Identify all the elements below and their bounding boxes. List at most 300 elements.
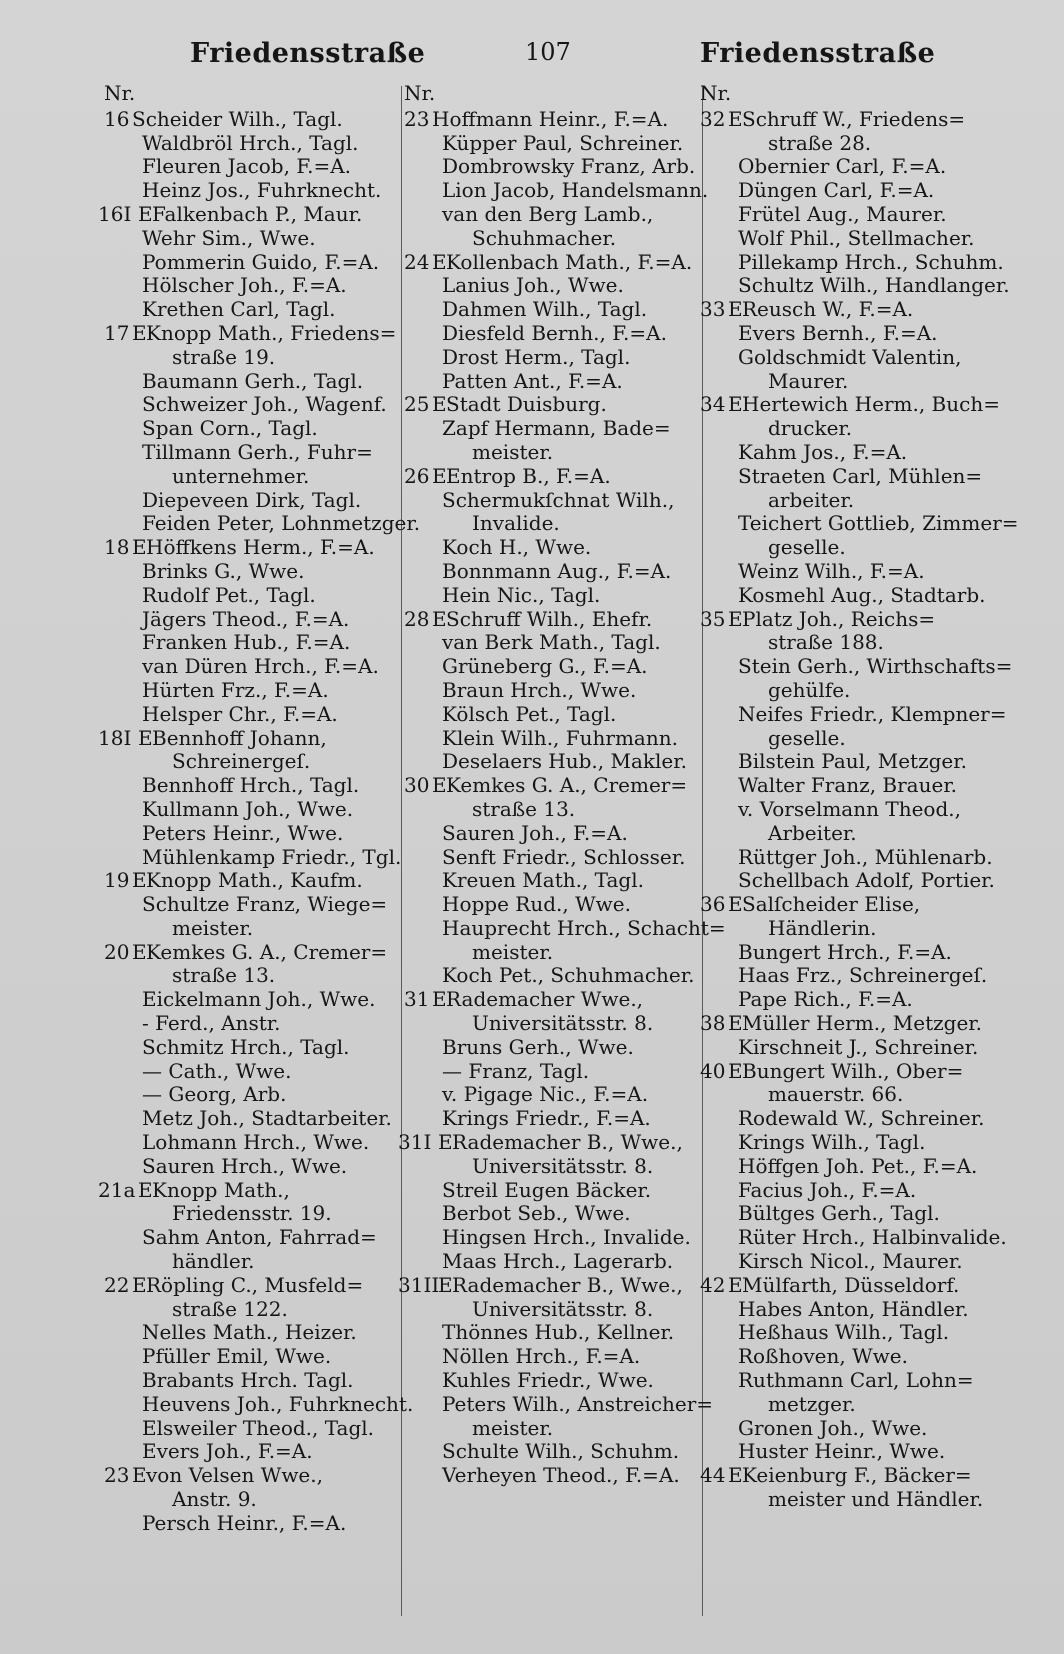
entry-text: unternehmer. bbox=[172, 463, 310, 488]
directory-entry bbox=[104, 441, 394, 465]
entry-text: Roßhoven, Wwe. bbox=[738, 1344, 908, 1369]
house-number: 30 bbox=[404, 773, 430, 798]
house-number: 22 bbox=[104, 1272, 130, 1297]
directory-entry bbox=[700, 1225, 1007, 1250]
directory-entry bbox=[104, 584, 394, 608]
directory-entry bbox=[700, 179, 1000, 203]
directory-entry bbox=[700, 441, 1000, 465]
directory-entry bbox=[404, 1060, 698, 1084]
directory-entry bbox=[404, 536, 698, 560]
directory-entry bbox=[404, 370, 698, 394]
directory-entry bbox=[700, 1298, 1000, 1322]
owner-mark: E bbox=[432, 249, 447, 274]
entry-text: Hölscher Joh., F.=A. bbox=[142, 273, 347, 298]
directory-entry bbox=[700, 1440, 1000, 1464]
directory-entry bbox=[700, 1464, 1000, 1488]
directory-entry bbox=[404, 631, 698, 655]
directory-entry bbox=[104, 1060, 394, 1084]
house-number: 35 bbox=[700, 606, 726, 631]
directory-entry bbox=[700, 964, 1000, 988]
entry-text: Koch H., Wwe. bbox=[442, 535, 592, 560]
entry-text: Kemkes G. A., Cremer= bbox=[146, 939, 388, 964]
entry-text: Schellbach Adolf, Portier. bbox=[738, 868, 995, 893]
entry-text: Krings Wilh., Tagl. bbox=[738, 1130, 926, 1155]
entry-text: Hein Nic., Tagl. bbox=[442, 582, 601, 607]
directory-entry bbox=[104, 489, 394, 513]
directory-entry bbox=[104, 1107, 394, 1131]
entry-text: Deselaers Hub., Makler. bbox=[442, 749, 687, 774]
directory-entry bbox=[700, 988, 1000, 1012]
directory-entry bbox=[404, 869, 698, 893]
directory-entry bbox=[104, 251, 394, 275]
directory-entry bbox=[104, 822, 394, 846]
entry-text: Kullmann Joh., Wwe. bbox=[142, 796, 354, 821]
entry-text: Baumann Gerh., Tagl. bbox=[142, 368, 364, 393]
entry-text: Hürten Frz., F.=A. bbox=[142, 677, 329, 702]
house-number: 18I bbox=[98, 725, 132, 750]
entry-text: Straeten Carl, Mühlen= bbox=[738, 463, 983, 488]
entry-text: Neifes Friedr., Klempner= bbox=[738, 701, 1007, 726]
entry-text: geselle. bbox=[768, 725, 846, 750]
entry-text: Weinz Wilh., F.=A. bbox=[738, 558, 925, 583]
directory-entry bbox=[700, 679, 1000, 703]
directory-entry bbox=[104, 227, 394, 251]
entry-text: Berbot Seb., Wwe. bbox=[442, 1201, 631, 1226]
directory-entry bbox=[104, 465, 394, 489]
directory-entry bbox=[104, 346, 394, 370]
entry-text: Kirschneit J., Schreiner. bbox=[738, 1034, 979, 1059]
house-number: 36 bbox=[700, 892, 726, 917]
house-number: 33 bbox=[700, 297, 726, 322]
entry-text: gehülfe. bbox=[768, 677, 851, 702]
directory-entry bbox=[104, 608, 394, 632]
directory-entry bbox=[104, 1345, 394, 1369]
directory-entry bbox=[104, 370, 394, 394]
entry-text: Elsweiler Theod., Tagl. bbox=[142, 1415, 375, 1440]
directory-entry bbox=[104, 1036, 394, 1060]
directory-entry bbox=[700, 298, 1000, 322]
entry-text: Haas Frz., Schreinergeſ. bbox=[738, 963, 988, 988]
owner-mark: E bbox=[432, 463, 447, 488]
directory-entry bbox=[700, 273, 1010, 298]
entry-text: händler. bbox=[172, 1249, 255, 1274]
directory-entry bbox=[404, 988, 698, 1012]
entry-text: Bennhoff Johann, bbox=[152, 725, 327, 750]
entry-text: Thönnes Hub., Kellner. bbox=[442, 1320, 675, 1345]
entry-text: straße 188. bbox=[768, 630, 884, 655]
entry-text: Persch Heinr., F.=A. bbox=[142, 1510, 347, 1535]
entry-text: Röpling C., Musfeld= bbox=[146, 1272, 364, 1297]
entry-text: Wolf Phil., Stellmacher. bbox=[738, 225, 975, 250]
directory-entry bbox=[700, 1250, 1000, 1274]
directory-entry bbox=[700, 322, 1000, 346]
house-number: 18 bbox=[104, 535, 130, 560]
entry-text: Peters Heinr., Wwe. bbox=[142, 820, 344, 845]
entry-text: Schultze Franz, Wiege= bbox=[142, 892, 388, 917]
entry-text: Rodewald W., Schreiner. bbox=[738, 1106, 985, 1131]
entry-text: Höffgen Joh. Pet., F.=A. bbox=[738, 1153, 978, 1178]
entry-text: Invalide. bbox=[472, 511, 560, 536]
directory-entry bbox=[700, 1274, 1000, 1298]
entry-text: Schuhmacher. bbox=[472, 225, 617, 250]
entry-text: Evers Bernh., F.=A. bbox=[738, 320, 938, 345]
entry-text: Tillmann Gerh., Fuhr= bbox=[142, 439, 373, 464]
directory-entry bbox=[404, 774, 698, 798]
entry-text: Sahm Anton, Fahrrad= bbox=[142, 1225, 377, 1250]
directory-entry bbox=[700, 822, 1000, 846]
directory-entry bbox=[104, 1012, 394, 1036]
entry-text: Waldbröl Hrch., Tagl. bbox=[142, 130, 359, 155]
directory-entry bbox=[104, 1488, 394, 1512]
directory-entry bbox=[98, 725, 394, 751]
directory-entry bbox=[104, 1464, 394, 1488]
directory-entry bbox=[104, 417, 394, 441]
entry-text: Stadt Duisburg. bbox=[446, 392, 607, 417]
directory-entry bbox=[104, 679, 394, 703]
entry-text: Friedensstr. 19. bbox=[172, 1201, 332, 1226]
entry-text: Jägers Theod., F.=A. bbox=[142, 606, 350, 631]
directory-entry bbox=[404, 893, 698, 917]
entry-text: van Düren Hrch., F.=A. bbox=[142, 654, 379, 679]
directory-entry bbox=[104, 941, 394, 965]
entry-text: Feiden Peter, Lohnmetzger. bbox=[142, 511, 421, 536]
directory-entry bbox=[398, 1272, 698, 1298]
entry-text: Mülfarth, Düsseldorf. bbox=[742, 1272, 960, 1297]
header-street-left: Friedensstraße bbox=[190, 38, 426, 69]
directory-entry bbox=[404, 584, 698, 608]
directory-entry bbox=[98, 1177, 394, 1203]
owner-mark: E bbox=[728, 1011, 743, 1036]
entry-text: Drost Herm., Tagl. bbox=[442, 344, 631, 369]
entry-text: Kahm Jos., F.=A. bbox=[738, 439, 908, 464]
entry-text: Klein Wilh., Fuhrmann. bbox=[442, 725, 678, 750]
entry-text: Sauren Joh., F.=A. bbox=[442, 820, 628, 845]
directory-entry bbox=[404, 203, 698, 227]
directory-entry bbox=[404, 1298, 698, 1322]
directory-entry bbox=[700, 1369, 1000, 1393]
directory-entry bbox=[104, 511, 421, 536]
entry-text: metzger. bbox=[768, 1391, 856, 1416]
entry-text: Goldschmidt Valentin, bbox=[738, 344, 962, 369]
house-number: 34 bbox=[700, 392, 726, 417]
entry-text: Facius Joh., F.=A. bbox=[738, 1177, 917, 1202]
owner-mark: E bbox=[132, 868, 147, 893]
directory-entry bbox=[700, 155, 1000, 179]
entry-text: Schulte Wilh., Schuhm. bbox=[442, 1439, 680, 1464]
directory-entry bbox=[404, 1345, 698, 1369]
entry-text: Kosmehl Aug., Stadtarb. bbox=[738, 582, 986, 607]
directory-entry bbox=[700, 560, 1000, 584]
house-number: 38 bbox=[700, 1011, 726, 1036]
nr-label: Nr. bbox=[404, 81, 436, 105]
directory-entry bbox=[104, 844, 402, 870]
directory-entry bbox=[404, 1417, 698, 1441]
entry-text: Müller Herm., Metzger. bbox=[742, 1011, 983, 1036]
entry-text: Fleuren Jacob, F.=A. bbox=[142, 154, 352, 179]
entry-text: van Berk Math., Tagl. bbox=[442, 630, 661, 655]
directory-entry bbox=[404, 750, 698, 774]
directory-entry bbox=[104, 1512, 394, 1536]
directory-entry bbox=[404, 1107, 698, 1131]
entry-text: Arbeiter. bbox=[768, 820, 857, 845]
directory-entry bbox=[700, 370, 1000, 394]
entry-text: Maas Hrch., Lagerarb. bbox=[442, 1249, 674, 1274]
entry-text: straße 122. bbox=[172, 1296, 288, 1321]
header-street-right: Friedensstraße bbox=[700, 38, 936, 69]
directory-entry bbox=[700, 132, 1000, 156]
entry-text: arbeiter. bbox=[768, 487, 855, 512]
entry-text: Diepeveen Dirk, Tagl. bbox=[142, 487, 362, 512]
entry-text: - Ferd., Anstr. bbox=[142, 1011, 281, 1036]
entry-text: Diesfeld Bernh., F.=A. bbox=[442, 320, 667, 345]
directory-entry bbox=[104, 1417, 394, 1441]
directory-entry bbox=[104, 1155, 394, 1179]
entry-text: Rüttger Joh., Mühlenarb. bbox=[738, 844, 993, 869]
owner-mark: E bbox=[432, 987, 447, 1012]
entry-text: Entrop B., F.=A. bbox=[446, 463, 611, 488]
entry-text: Span Corn., Tagl. bbox=[142, 416, 318, 441]
directory-entry bbox=[700, 631, 1000, 655]
entry-text: Händlerin. bbox=[768, 915, 877, 940]
directory-entry bbox=[104, 1250, 394, 1274]
entry-text: Zapf Hermann, Bade= bbox=[442, 416, 671, 441]
directory-entry bbox=[404, 227, 698, 251]
owner-mark: E bbox=[432, 773, 447, 798]
entry-text: Knopp Math., Kaufm. bbox=[146, 868, 363, 893]
directory-entry bbox=[700, 774, 1000, 798]
directory-entry bbox=[404, 1155, 698, 1179]
entry-text: Pape Rich., F.=A. bbox=[738, 987, 913, 1012]
entry-text: Maurer. bbox=[768, 368, 849, 393]
entry-text: Reusch W., F.=A. bbox=[742, 297, 914, 322]
entry-text: Obernier Carl, F.=A. bbox=[738, 154, 947, 179]
entry-text: Mühlenkamp Friedr., Tgl. bbox=[142, 844, 402, 869]
entry-text: Metz Joh., Stadtarbeiter. bbox=[142, 1106, 392, 1131]
entry-text: Pommerin Guido, F.=A. bbox=[142, 249, 380, 274]
entry-text: Heßhaus Wilh., Tagl. bbox=[738, 1320, 950, 1345]
entry-text: Frütel Aug., Maurer. bbox=[738, 201, 947, 226]
entry-text: Brabants Hrch. Tagl. bbox=[142, 1368, 354, 1393]
entry-text: Salſcheider Elise, bbox=[742, 892, 921, 917]
house-number: 23 bbox=[104, 1463, 130, 1488]
directory-entry bbox=[104, 1131, 394, 1155]
entry-text: Helsper Chr., F.=A. bbox=[142, 701, 338, 726]
entry-text: van den Berg Lamb., bbox=[442, 201, 654, 226]
entry-text: Hoppe Rud., Wwe. bbox=[442, 892, 631, 917]
directory-entry bbox=[404, 846, 698, 870]
directory-entry bbox=[700, 654, 1013, 679]
entry-text: Franken Hub., F.=A. bbox=[142, 630, 351, 655]
directory-entry bbox=[700, 203, 1000, 227]
directory-entry bbox=[104, 1298, 394, 1322]
directory-entry bbox=[104, 536, 394, 560]
directory-entry bbox=[404, 274, 698, 298]
entry-text: Platz Joh., Reichs= bbox=[742, 606, 936, 631]
entry-text: Kreuen Math., Tagl. bbox=[442, 868, 644, 893]
directory-entry bbox=[700, 1202, 1000, 1226]
directory-entry bbox=[700, 489, 1000, 513]
directory-entry bbox=[104, 155, 394, 179]
house-number: 40 bbox=[700, 1058, 726, 1083]
entry-text: Schultz Wilh., Handlanger. bbox=[738, 273, 1010, 298]
directory-entry bbox=[700, 1012, 1000, 1036]
entry-text: Rudolf Pet., Tagl. bbox=[142, 582, 316, 607]
entry-text: Nelles Math., Heizer. bbox=[142, 1320, 357, 1345]
directory-entry bbox=[104, 1226, 394, 1250]
house-number: 16I bbox=[98, 201, 132, 226]
entry-text: Schweizer Joh., Wagenf. bbox=[142, 392, 387, 417]
entry-text: Dombrowsky Franz, Arb. bbox=[442, 154, 696, 179]
directory-entry bbox=[104, 1391, 414, 1417]
directory-entry bbox=[104, 1321, 394, 1345]
directory-entry bbox=[104, 750, 394, 774]
directory-entry bbox=[104, 964, 394, 988]
house-number: 32 bbox=[700, 106, 726, 131]
entry-text: Schruff W., Friedens= bbox=[742, 106, 966, 131]
directory-entry bbox=[700, 701, 1007, 727]
entry-text: meister und Händler. bbox=[768, 1487, 984, 1512]
nr-label: Nr. bbox=[104, 81, 136, 105]
directory-entry bbox=[104, 774, 394, 798]
entry-text: Scheider Wilh., Tagl. bbox=[132, 106, 343, 131]
entry-text: Eickelmann Joh., Wwe. bbox=[142, 987, 376, 1012]
house-number: 42 bbox=[700, 1272, 726, 1297]
owner-mark: E bbox=[138, 201, 153, 226]
entry-text: Bungert Hrch., F.=A. bbox=[738, 939, 952, 964]
directory-entry bbox=[404, 915, 726, 941]
nr-label: Nr. bbox=[700, 81, 732, 105]
directory-entry bbox=[104, 108, 394, 132]
directory-entry bbox=[404, 1321, 698, 1345]
directory-entry bbox=[404, 465, 698, 489]
directory-entry bbox=[104, 1202, 394, 1226]
owner-mark: E bbox=[728, 1272, 743, 1297]
entry-text: Hertewich Herm., Buch= bbox=[742, 392, 1000, 417]
directory-entry bbox=[104, 1274, 394, 1298]
directory-entry bbox=[404, 822, 698, 846]
entry-text: Hingsen Hrch., Invalide. bbox=[442, 1225, 691, 1250]
entry-text: Gronen Joh., Wwe. bbox=[738, 1415, 928, 1440]
owner-mark: E bbox=[728, 106, 743, 131]
entry-text: Universitätsstr. 8. bbox=[472, 1153, 654, 1178]
house-number: 20 bbox=[104, 939, 130, 964]
directory-entry bbox=[700, 1036, 1000, 1060]
entry-text: Anstr. 9. bbox=[172, 1487, 257, 1512]
entry-text: Küpper Paul, Schreiner. bbox=[442, 130, 684, 155]
directory-entry bbox=[98, 201, 394, 227]
entry-text: Rademacher B., Wwe., bbox=[452, 1130, 683, 1155]
directory-entry bbox=[700, 346, 1000, 370]
owner-mark: E bbox=[432, 606, 447, 631]
directory-entry bbox=[104, 1083, 394, 1107]
directory-entry bbox=[404, 941, 698, 965]
entry-text: Sauren Hrch., Wwe. bbox=[142, 1153, 348, 1178]
house-number: 31 bbox=[404, 987, 430, 1012]
directory-entry bbox=[404, 1391, 714, 1417]
entry-text: Pillekamp Hrch., Schuhm. bbox=[738, 249, 1004, 274]
house-number: 23 bbox=[404, 106, 430, 131]
entry-text: Bruns Gerh., Wwe. bbox=[442, 1034, 634, 1059]
directory-entry bbox=[700, 1131, 1000, 1155]
directory-entry bbox=[104, 1440, 394, 1464]
owner-mark: E bbox=[728, 1463, 743, 1488]
directory-entry bbox=[700, 941, 1000, 965]
directory-entry bbox=[404, 1464, 698, 1488]
directory-entry bbox=[700, 1321, 1000, 1345]
entry-text: Kuhles Friedr., Wwe. bbox=[442, 1368, 654, 1393]
entry-text: Stein Gerh., Wirthschafts= bbox=[738, 654, 1013, 679]
entry-text: Teichert Gottlieb, Zimmer= bbox=[738, 511, 1019, 536]
directory-entry bbox=[404, 1202, 698, 1226]
directory-entry bbox=[404, 1250, 698, 1274]
directory-entry bbox=[104, 631, 394, 655]
house-number: 16 bbox=[104, 106, 130, 131]
entry-text: Kirsch Nicol., Maurer. bbox=[738, 1249, 963, 1274]
entry-text: straße 19. bbox=[172, 344, 276, 369]
entry-text: Schermukſchnat Wilh., bbox=[442, 487, 675, 512]
directory-entry bbox=[700, 417, 1000, 441]
entry-text: Heinz Jos., Fuhrknecht. bbox=[142, 178, 382, 203]
entry-text: Verheyen Theod., F.=A. bbox=[442, 1463, 680, 1488]
entry-text: Knopp Math., Friedens= bbox=[146, 320, 397, 345]
directory-entry bbox=[104, 132, 394, 156]
directory-entry bbox=[404, 1440, 698, 1464]
directory-entry bbox=[404, 703, 698, 727]
entry-text: — Georg, Arb. bbox=[142, 1082, 287, 1107]
page-number: 107 bbox=[525, 38, 571, 66]
directory-entry bbox=[700, 1393, 1000, 1417]
entry-text: Kölsch Pet., Tagl. bbox=[442, 701, 617, 726]
owner-mark: E bbox=[438, 1130, 453, 1155]
directory-entry bbox=[104, 917, 394, 941]
directory-entry bbox=[104, 298, 394, 322]
directory-entry bbox=[700, 511, 1019, 536]
entry-text: Universitätsstr. 8. bbox=[472, 1296, 654, 1321]
entry-text: Schmitz Hrch., Tagl. bbox=[142, 1034, 350, 1059]
entry-text: straße 13. bbox=[172, 963, 276, 988]
entry-text: drucker. bbox=[768, 416, 853, 441]
owner-mark: E bbox=[432, 392, 447, 417]
directory-entry bbox=[404, 322, 698, 346]
entry-text: Peters Wilh., Anstreicher= bbox=[442, 1391, 714, 1416]
house-number: 25 bbox=[404, 392, 430, 417]
directory-entry bbox=[700, 1155, 1000, 1179]
directory-entry bbox=[700, 846, 1000, 870]
entry-text: Bültges Gerh., Tagl. bbox=[738, 1201, 940, 1226]
owner-mark: E bbox=[138, 1177, 153, 1202]
house-number: 21a bbox=[98, 1177, 136, 1202]
owner-mark: E bbox=[132, 320, 147, 345]
directory-entry bbox=[404, 132, 698, 156]
owner-mark: E bbox=[132, 1463, 147, 1488]
entry-text: meister. bbox=[472, 1415, 554, 1440]
entry-text: Brinks G., Wwe. bbox=[142, 558, 305, 583]
entry-text: Lion Jacob, Handelsmann. bbox=[442, 178, 709, 203]
directory-entry bbox=[700, 1083, 1000, 1107]
entry-text: Höffkens Herm., F.=A. bbox=[146, 535, 375, 560]
directory-entry bbox=[700, 727, 1000, 751]
directory-entry bbox=[404, 1369, 698, 1393]
entry-text: meister. bbox=[172, 915, 254, 940]
entry-text: Habes Anton, Händler. bbox=[738, 1296, 969, 1321]
entry-text: Koch Pet., Schuhmacher. bbox=[442, 963, 695, 988]
entry-text: Nöllen Hrch., F.=A. bbox=[442, 1344, 641, 1369]
entry-text: mauerstr. 66. bbox=[768, 1082, 904, 1107]
entry-list bbox=[700, 106, 1019, 1512]
entry-text: von Velsen Wwe., bbox=[146, 1463, 323, 1488]
directory-entry bbox=[104, 393, 394, 417]
directory-entry bbox=[404, 512, 698, 536]
